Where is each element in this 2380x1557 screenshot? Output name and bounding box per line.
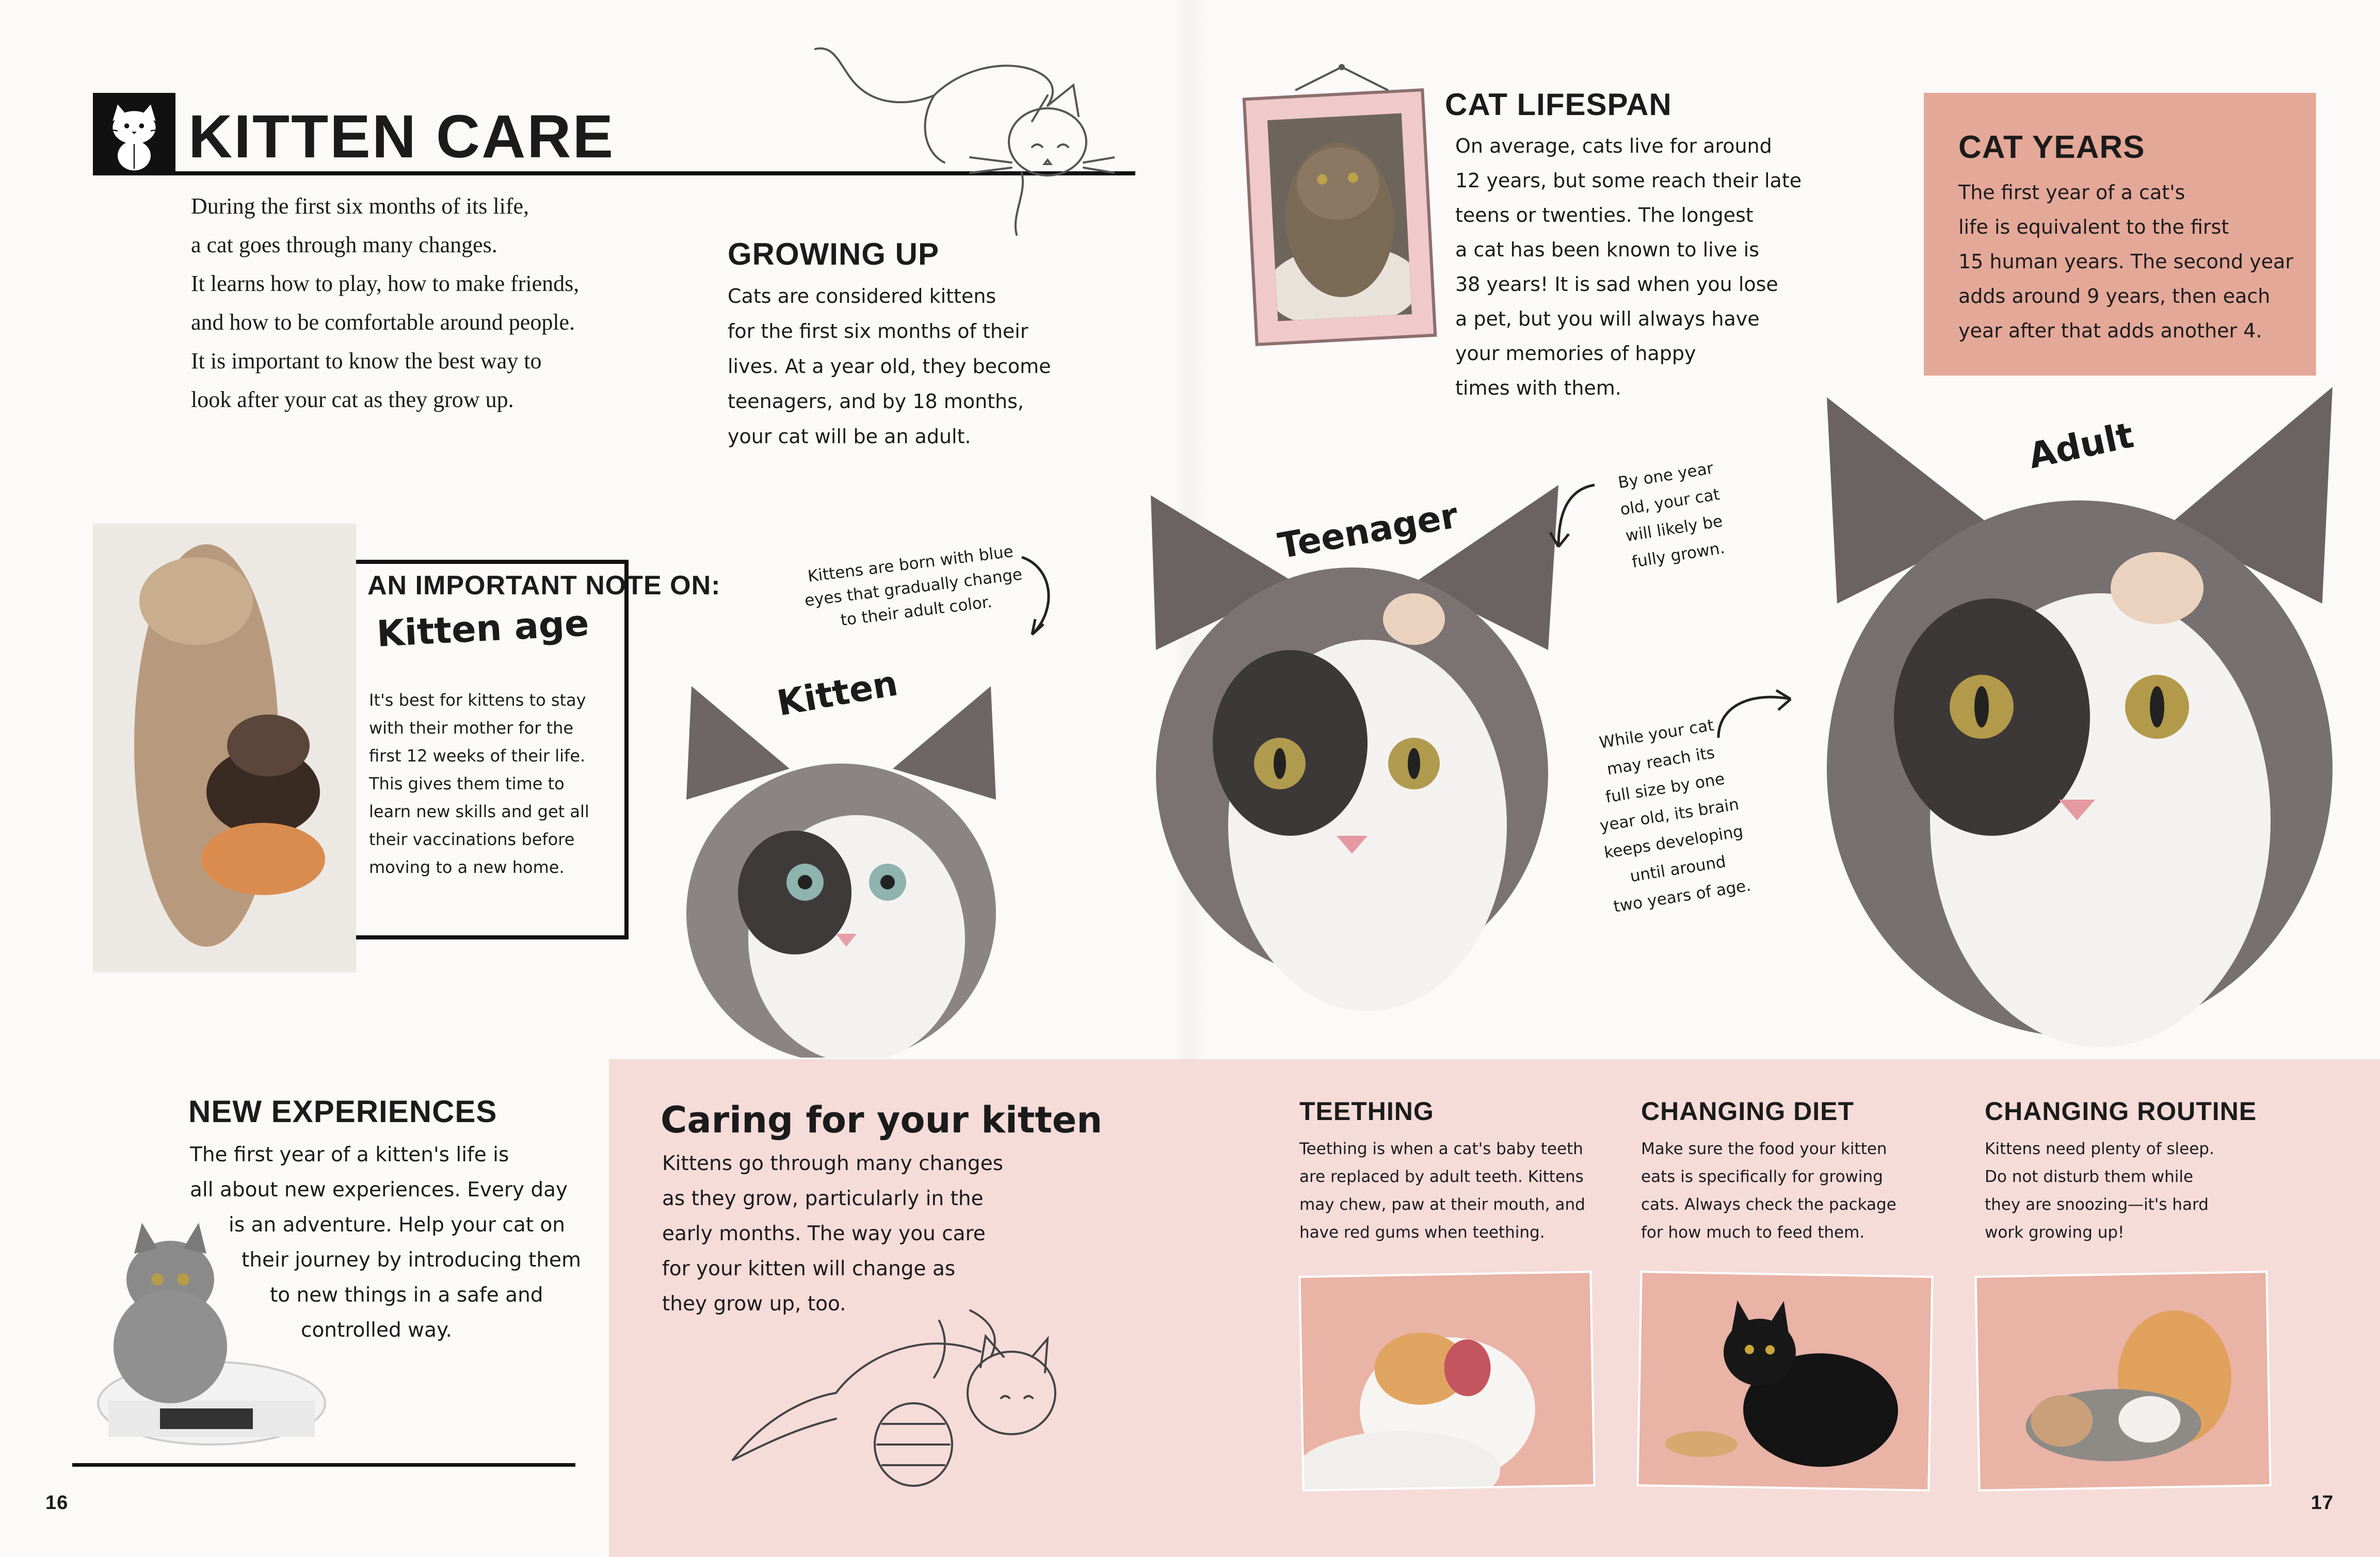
new-experiences-line: controlled way.	[301, 1319, 452, 1342]
blue-eyes-note: Kittens are born with blue eyes that gradually change to their adult color.	[803, 542, 1023, 630]
header-icon-box	[93, 93, 175, 175]
note-heading: AN IMPORTANT NOTE ON:	[367, 571, 721, 601]
brain-arrow	[1708, 681, 1801, 748]
new-experiences-line: The first year of a kitten's life is	[190, 1143, 509, 1166]
diet-text: Make sure the food your kitten eats is specifically for growing cats. Always check the package for how much to feed them.	[1641, 1140, 1896, 1242]
teething-photo	[1298, 1271, 1595, 1491]
kitten-robot-vacuum-photo	[67, 1202, 341, 1455]
lifespan-photo	[1267, 113, 1412, 321]
diet-title: CHANGING DIET	[1641, 1097, 1854, 1126]
mother-kittens-photo	[93, 524, 356, 972]
diet-photo	[1636, 1271, 1933, 1491]
lifespan-text: On average, cats live for around 12 years, but some reach their late teens or twenties. The longest a cat has been known to live is 38 years! It is sad when you lose a pet, but you will always have your memories of happy times with them.	[1455, 135, 1802, 399]
lifespan-title: CAT LIFESPAN	[1445, 87, 1672, 122]
page-number-right: 17	[2311, 1492, 2334, 1514]
new-experiences-line: their journey by introducing them	[242, 1248, 581, 1272]
teething-text: Teething is when a cat's baby teeth are replaced by adult teeth. Kittens may chew, paw at their mouth, and have red gums when teething.	[1299, 1140, 1585, 1242]
cat-years-title: CAT YEARS	[1958, 129, 2145, 165]
routine-photo	[1974, 1271, 2271, 1491]
one-year-arrow	[1543, 475, 1605, 557]
lifespan-frame	[1243, 88, 1437, 346]
growing-up-title: GROWING UP	[728, 237, 939, 271]
routine-title: CHANGING ROUTINE	[1985, 1097, 2257, 1126]
one-year-note: By one year old, your cat will likely be fully grown.	[1617, 459, 1726, 572]
note-text: It's best for kittens to stay with their mother for the first 12 weeks of their life. This gives them time to learn new skills and get all their vaccinations before moving to a new home.	[369, 690, 589, 877]
note-subheading: Kitten age	[375, 602, 590, 655]
caring-title: Caring for your kitten	[661, 1099, 1103, 1141]
cat-years-text: The first year of a cat's life is equivalent to the first 15 human years. The second year adds around 9 years, then each year after that adds another 4.	[1958, 181, 2293, 342]
blue-eyes-arrow	[1011, 547, 1063, 650]
routine-text: Kittens need plenty of sleep. Do not disturb them while they are snoozing—it's hard work growing up!	[1985, 1140, 2214, 1242]
intro-text: During the first six months of its life, a cat goes through many changes. It learns how to play, how to make friends, and how to be comfortable around people. It is important to know the best way to look after your cat as they grow up.	[191, 193, 580, 412]
new-experiences-line: to new things in a safe and	[270, 1284, 543, 1307]
teenager-label: Teenager	[1275, 495, 1461, 567]
frame-hanger	[1290, 62, 1393, 93]
page-title: KITTEN CARE	[188, 103, 615, 171]
new-experiences-line: is an adventure. Help your cat on	[229, 1213, 565, 1237]
cat-face-icon	[93, 93, 175, 175]
kitten-label: Kitten	[774, 663, 901, 724]
new-experiences-line: all about new experiences. Every day	[190, 1178, 568, 1202]
new-experiences-title: NEW EXPERIENCES	[188, 1094, 497, 1129]
page-number-left: 16	[45, 1492, 69, 1514]
growing-up-text: Cats are considered kittens for the first six months of their lives. At a year old, they become teenagers, and by 18 months, your cat will be an adult.	[728, 285, 1051, 448]
brain-note: While your cat may reach its full size by one year old, its brain keeps developing until around two years of age.	[1598, 716, 1752, 916]
sketch-kitten-playing	[722, 1290, 1084, 1506]
caring-text: Kittens go through many changes as they grow, particularly in the early months. The way you care for your kitten will change as they grow up, too.	[662, 1152, 1004, 1316]
teething-title: TEETHING	[1299, 1097, 1434, 1126]
adult-label: Adult	[2025, 415, 2137, 477]
bottom-left-rule	[72, 1463, 575, 1467]
